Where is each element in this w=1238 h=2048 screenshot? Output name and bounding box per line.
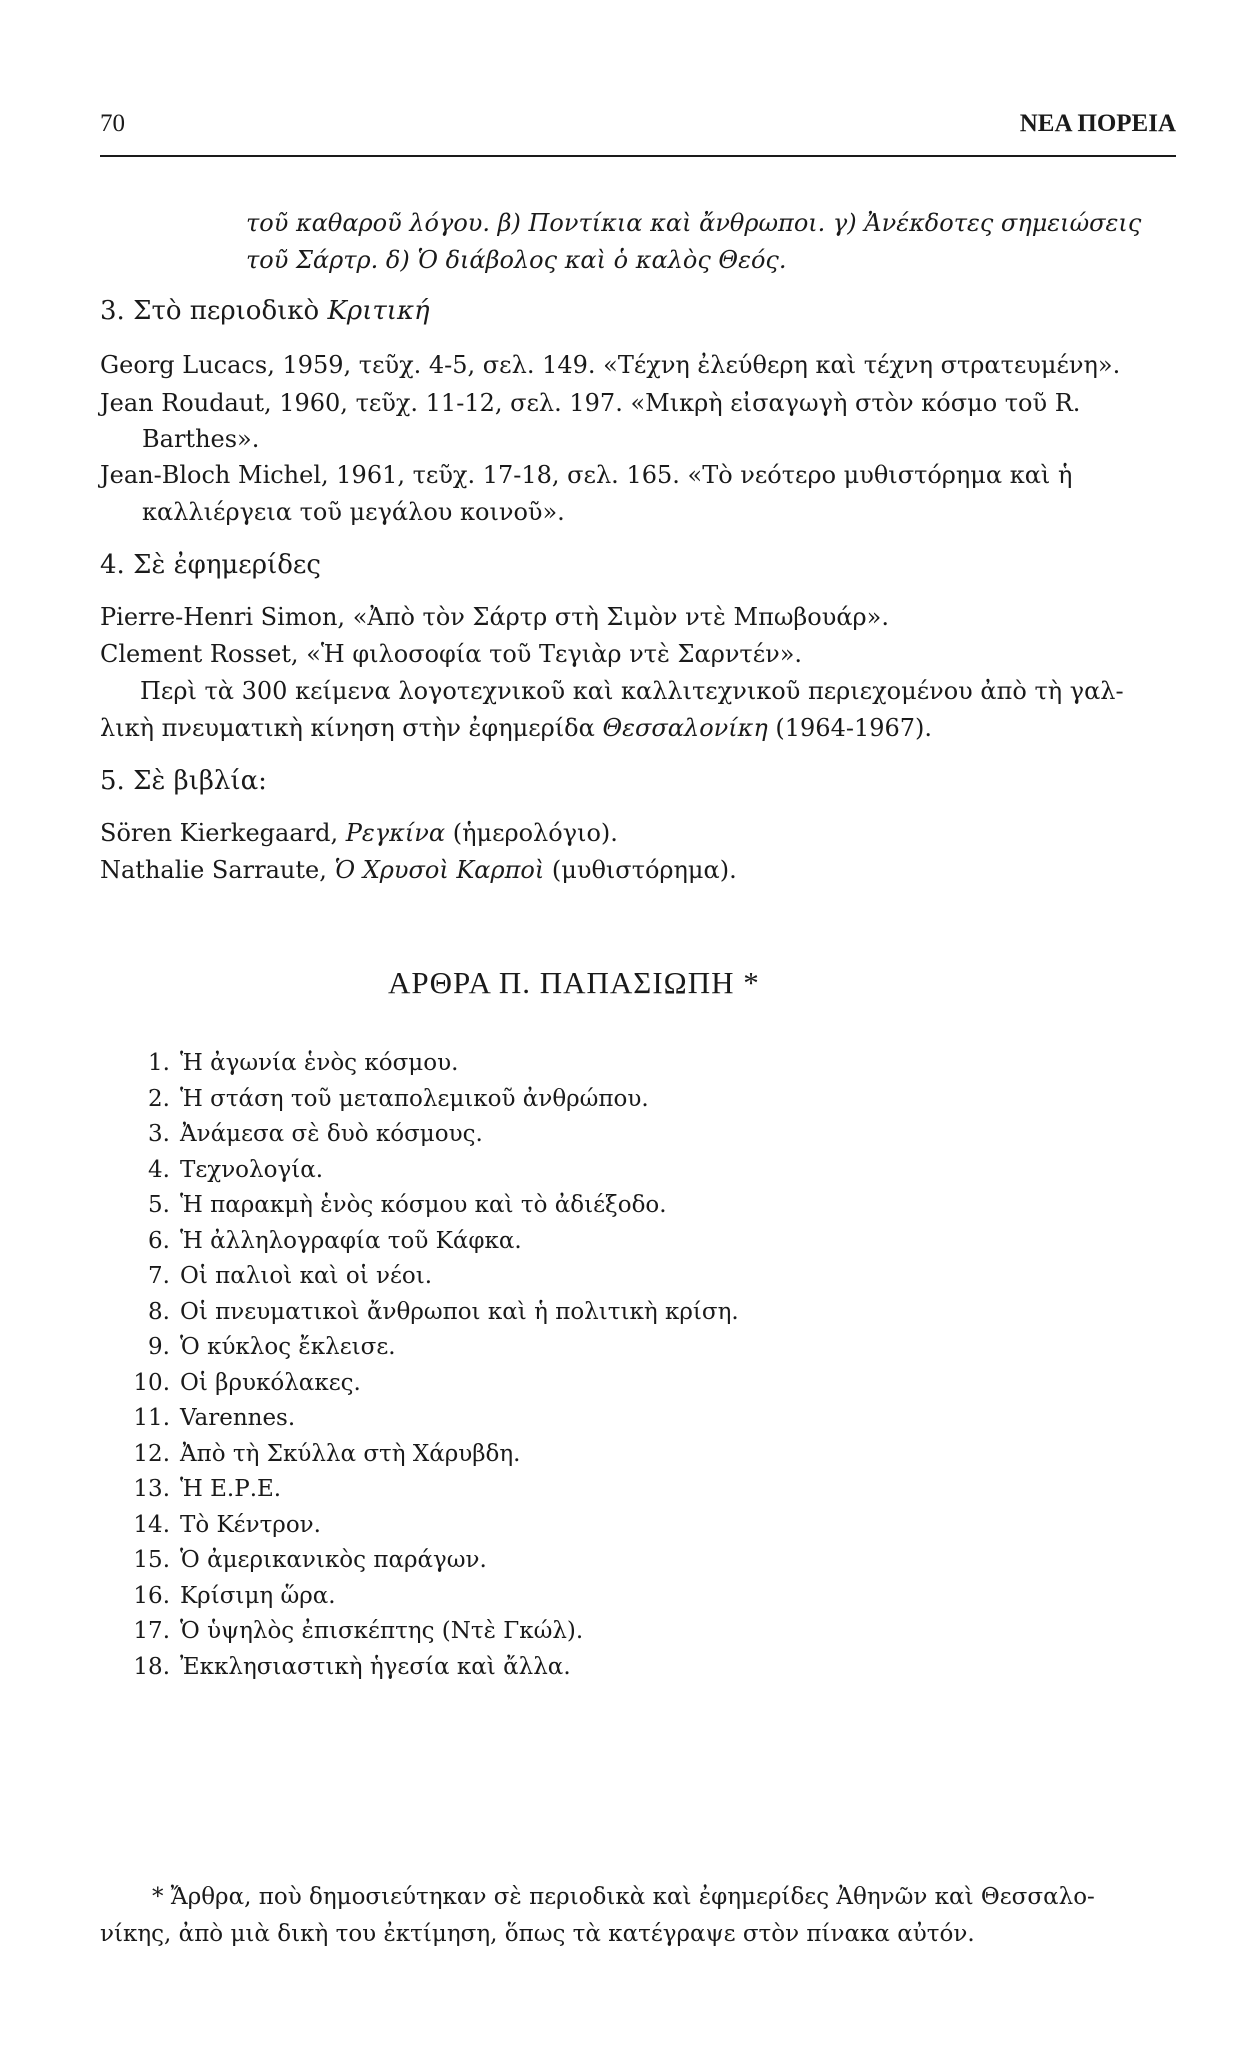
paragraph-text: λικὴ πνευματικὴ κίνηση στὴν ἐφημερίδα <box>100 714 603 742</box>
list-item <box>100 1224 522 1258</box>
list-item <box>100 1259 432 1293</box>
list-item-text: Οἱ πνευματικοὶ ἄνθρωποι καὶ ἡ πολιτικὴ κρίση. <box>180 1298 739 1325</box>
list-item-text: Ἡ παρακμὴ ἑνὸς κόσμου καὶ τὸ ἀδιέξοδο. <box>180 1192 667 1218</box>
bib-entry: Jean-Bloch Michel, 1961, τεῦχ. 17-18, σελ. 165. «Τὸ νεότερο μυθιστόρημα καὶ ἡ <box>100 461 1073 489</box>
list-item <box>100 1401 295 1435</box>
section-4-heading: 4. Σὲ ἐφημερίδες <box>100 550 321 580</box>
list-item-number: 16. <box>133 1582 170 1609</box>
list-item <box>100 1188 667 1222</box>
section-3-text: Στὸ περιοδικὸ <box>133 296 320 326</box>
list-item <box>100 1046 458 1080</box>
list-item-text: Ὁ ὑψηλὸς ἐπισκέπτης (Ντὲ Γκώλ). <box>180 1618 584 1644</box>
header-rule <box>100 155 1176 157</box>
list-item-text: Ἀνάμεσα σὲ δυὸ κόσμους. <box>180 1121 483 1147</box>
continuation-line-1: τοῦ καθαροῦ λόγου. β) Ποντίκια καὶ ἄνθρωποι. γ) Ἀνέκδοτες σημειώσεις <box>246 209 1142 237</box>
list-item-number: 13. <box>133 1476 170 1502</box>
list-item-number: 15. <box>133 1547 170 1573</box>
list-item <box>100 1295 739 1329</box>
list-item-number: 5. <box>148 1192 170 1218</box>
list-item <box>100 1614 583 1648</box>
list-item-number: 14. <box>133 1511 170 1538</box>
newspaper-title: Θεσσαλονίκη <box>602 714 768 742</box>
bib-entry: Clement Rosset, «Ἡ φιλοσοφία τοῦ Τεγιὰρ ντὲ Σαρντέν». <box>100 640 803 668</box>
list-item <box>100 1117 483 1151</box>
list-item <box>100 1437 520 1471</box>
list-item-number: 4. <box>148 1156 170 1183</box>
bib-entry-continuation: καλλιέργεια τοῦ μεγάλου κοινοῦ». <box>142 498 565 526</box>
list-item-text: Τεχνολογία. <box>180 1156 324 1183</box>
book-entry <box>100 816 618 850</box>
list-item-text: Κρίσιμη ὥρα. <box>180 1582 336 1609</box>
bib-entry: Georg Lucacs, 1959, τεῦχ. 4-5, σελ. 149. «Τέχνη ἐλεύθερη καὶ τέχνη στρατευμένη». <box>100 351 1121 379</box>
list-item-text: Ἡ ἀλληλογραφία τοῦ Κάφκα. <box>180 1227 522 1254</box>
list-item-text: Ἡ ἀγωνία ἑνὸς κόσμου. <box>180 1050 459 1076</box>
footnote-line-2: νίκης, ἀπὸ μιὰ δικὴ του ἐκτίμηση, ὅπως τὰ κατέγραψε στὸν πίνακα αὐτόν. <box>100 1921 975 1947</box>
list-item-number: 3. <box>148 1121 170 1147</box>
list-item <box>100 1650 571 1684</box>
book-author: Nathalie Sarraute, <box>100 856 335 884</box>
list-item-text: Varennes. <box>180 1405 296 1431</box>
list-item-number: 8. <box>148 1298 170 1325</box>
bib-entry: Jean Roudaut, 1960, τεῦχ. 11-12, σελ. 197. «Μικρὴ εἰσαγωγὴ στὸν κόσμο τοῦ R. <box>100 389 1081 417</box>
paragraph-line-1: Περὶ τὰ 300 κείμενα λογοτεχνικοῦ καὶ καλλιτεχνικοῦ περιεχομένου ἀπὸ τὴ γαλ- <box>140 677 1124 705</box>
list-item-text: Ἡ στάση τοῦ μεταπολεμικοῦ ἀνθρώπου. <box>180 1085 649 1112</box>
section-5-heading: 5. Σὲ βιβλία: <box>100 766 267 796</box>
section-3-title: Κριτική <box>327 296 430 326</box>
book-title: Ρεγκίνα <box>345 819 446 847</box>
list-item-number: 9. <box>148 1334 170 1360</box>
paragraph-text: (1964-1967). <box>767 714 933 742</box>
list-item-number: 6. <box>148 1227 170 1254</box>
book-note: (ἡμερολόγιο). <box>445 819 618 847</box>
list-item <box>100 1543 487 1577</box>
list-item-text: Οἱ παλιοὶ καὶ οἱ νέοι. <box>180 1263 433 1289</box>
page-number: 70 <box>100 110 125 137</box>
list-item <box>100 1082 649 1116</box>
list-item-text: Τὸ Κέντρον. <box>180 1511 321 1538</box>
running-header: ΝΕΑ ΠΟΡΕΙΑ <box>1019 110 1176 137</box>
list-item-number: 7. <box>148 1263 170 1289</box>
list-item-number: 11. <box>133 1405 170 1431</box>
list-item-text: Οἱ βρυκόλακες. <box>180 1369 361 1396</box>
articles-title: ΑΡΘΡΑ Π. ΠΑΠΑΣΙΩΠΗ * <box>388 965 760 1000</box>
list-item-number: 18. <box>133 1653 170 1680</box>
list-item <box>100 1153 323 1187</box>
list-item-number: 12. <box>133 1440 170 1467</box>
book-author: Sören Kierkegaard, <box>100 819 346 847</box>
list-item-text: Ὁ ἀμερικανικὸς παράγων. <box>180 1547 487 1573</box>
list-item-text: Ὁ κύκλος ἔκλεισε. <box>180 1334 396 1360</box>
section-3-heading <box>100 296 430 326</box>
book-note: (μυθιστόρημα). <box>544 856 737 884</box>
bib-entry: Pierre-Henri Simon, «Ἀπὸ τὸν Σάρτρ στὴ Σιμὸν ντὲ Μπωβουάρ». <box>100 603 889 631</box>
list-item-number: 2. <box>148 1085 170 1112</box>
list-item-number: 10. <box>133 1369 170 1396</box>
list-item-number: 17. <box>133 1618 170 1644</box>
list-item-number: 1. <box>148 1050 170 1076</box>
list-item <box>100 1472 281 1506</box>
list-item-text: Ἐκκλησιαστικὴ ἡγεσία καὶ ἄλλα. <box>180 1653 571 1680</box>
paragraph-line-2 <box>100 711 932 745</box>
footnote-line-1: * Ἄρθρα, ποὺ δημοσιεύτηκαν σὲ περιοδικὰ καὶ ἐφημερίδες Ἀθηνῶν καὶ Θεσσαλο- <box>152 1884 1095 1910</box>
list-item <box>100 1508 321 1542</box>
book-title: Ὁ Χρυσοὶ Καρποὶ <box>334 856 545 884</box>
section-3-number: 3. <box>100 296 125 326</box>
list-item-text: Ἡ Ε.Ρ.Ε. <box>180 1476 282 1502</box>
list-item <box>100 1330 396 1364</box>
list-item <box>100 1366 361 1400</box>
continuation-line-2: τοῦ Σάρτρ. δ) Ὁ διάβολος καὶ ὁ καλὸς Θεός. <box>246 246 787 274</box>
list-item <box>100 1579 336 1613</box>
book-entry <box>100 853 737 887</box>
bib-entry-continuation: Barthes». <box>142 425 260 453</box>
list-item-text: Ἀπὸ τὴ Σκύλλα στὴ Χάρυβδη. <box>180 1440 521 1467</box>
